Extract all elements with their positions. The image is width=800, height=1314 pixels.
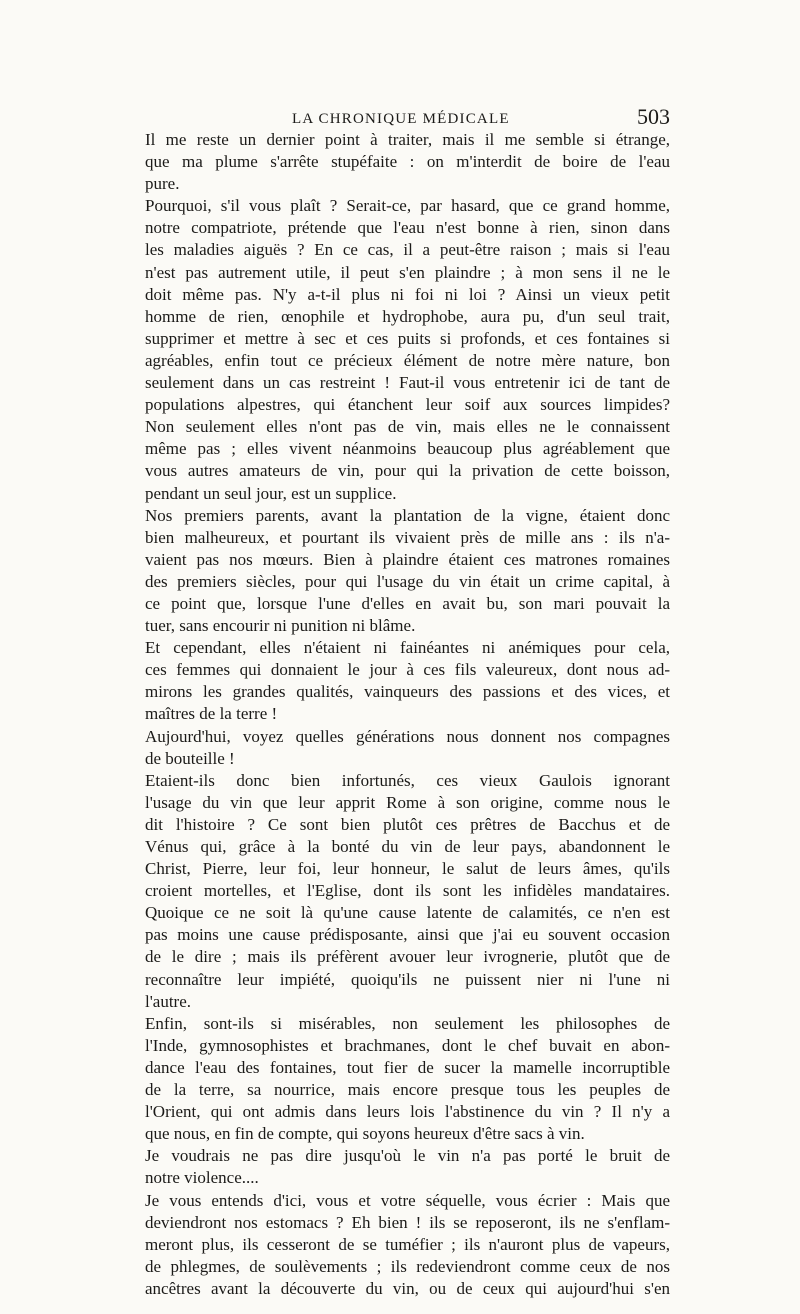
text-line: tuer, sans encourir ni punition ni blâme.: [145, 616, 416, 636]
text-line: l'usage du vin que leur apprit Rome à son origine, comme nous le: [145, 792, 670, 812]
text-line: l'Orient, qui ont admis dans leurs lois l'abstinence du vin ? Il n'y a: [145, 1102, 670, 1122]
text-line: dance l'eau des fontaines, tout fier de sucer la mamelle incorruptible: [145, 1057, 670, 1077]
text-line: ancêtres avant la découverte du vin, ou de ceux qui aujourd'hui s'en: [145, 1278, 670, 1298]
text-line: Vénus qui, grâce à la bonté du vin de leur pays, abandonnent le: [145, 837, 670, 856]
text-line: Enfin, sont-ils si misérables, non seulement les philosophes de: [145, 1013, 670, 1033]
text-line: seulement dans un cas restreint ! Faut-il vous entretenir ici de tant de: [145, 373, 670, 393]
text-line: bien malheureux, et pourtant ils vivaient près de mille ans : ils n'a-: [145, 527, 670, 547]
text-line: croient mortelles, et l'Eglise, dont ils sont les infidèles mandataires.: [145, 881, 670, 901]
text-line: Christ, Pierre, leur foi, leur honneur, le salut de leurs âmes, qu'ils: [145, 859, 670, 879]
text-line: que ma plume s'arrête stupéfaite : on m'interdit de boire de l'eau: [145, 152, 670, 172]
text-line: Pourquoi, s'il vous plaît ? Serait-ce, par hasard, que ce grand homme,: [145, 196, 670, 216]
text-line: l'autre.: [145, 991, 192, 1011]
text-line: vaient pas nos mœurs. Bien à plaindre étaient ces matrones romaines: [145, 549, 670, 569]
text-line: de la terre, sa nourrice, mais encore presque tous les peuples de: [145, 1080, 670, 1100]
text-line: supprimer et mettre à sec et ces puits si profonds, et ces fontaines si: [145, 328, 670, 348]
text-line: Quoique ce ne soit là qu'une cause latente de calamités, ce n'en est: [145, 903, 670, 923]
text-line: Aujourd'hui, voyez quelles générations nous donnent nos compagnes: [145, 726, 670, 746]
text-line: deviendront nos estomacs ? Eh bien ! ils se reposeront, ils ne s'enflam-: [145, 1212, 670, 1232]
text-line: de le dire ; mais ils préfèrent avouer leur ivrognerie, plutôt que de: [145, 947, 670, 967]
text-line: Il me reste un dernier point à traiter, mais il me semble si étrange,: [145, 130, 670, 149]
text-line: Nos premiers parents, avant la plantation de la vigne, étaient donc: [145, 505, 670, 525]
text-line: de bouteille !: [145, 748, 235, 768]
text-line: homme de rien, œnophile et hydrophobe, aura pu, d'un seul trait,: [145, 306, 670, 326]
text-line: n'est pas autrement utile, il peut s'en plaindre ; à mon sens il ne le: [145, 262, 670, 282]
text-line: l'Inde, gymnosophistes et brachmanes, dont le chef buvait en abon-: [145, 1035, 670, 1055]
text-line: populations alpestres, qui étanchent leur soif aux sources limpides?: [145, 395, 670, 415]
text-line: notre violence....: [145, 1168, 259, 1188]
text-line: même pas ; elles vivent néanmoins beaucoup plus agréablement que: [145, 439, 670, 459]
text-line: maîtres de la terre !: [145, 704, 278, 724]
text-line: reconnaître leur impiété, quoiqu'ils ne puissent nier ni l'une ni: [145, 969, 670, 989]
text-line: de phlegmes, de soulèvements ; ils redeviendront comme ceux de nos: [145, 1256, 670, 1276]
text-line: ces femmes qui donnaient le jour à ces fils valeureux, dont nous ad-: [145, 660, 670, 680]
text-line: pure.: [145, 174, 180, 194]
text-line: pas moins une cause prédisposante, ainsi que j'ai eu souvent occasion: [145, 925, 670, 945]
text-line: vous autres amateurs de vin, pour qui la privation de cette boisson,: [145, 461, 670, 481]
text-line: ce point que, lorsque l'une d'elles en avait bu, son mari pouvait la: [145, 593, 670, 613]
text-line: pendant un seul jour, est un supplice.: [145, 483, 397, 503]
text-line: agréables, enfin tout ce précieux élément de notre mère nature, bon: [145, 350, 670, 370]
text-line: notre compatriote, prétende que l'eau n'est bonne à rien, sinon dans: [145, 218, 670, 238]
text-line: les maladies aiguës ? En ce cas, il a peut-être raison ; mais si l'eau: [145, 240, 670, 260]
text-line: meront plus, ils cesseront de se tuméfier ; ils n'auront plus de vapeurs,: [145, 1234, 670, 1254]
text-line: Non seulement elles n'ont pas de vin, mais elles ne le connaissent: [145, 417, 670, 437]
text-line: des premiers siècles, pour qui l'usage du vin était un crime capital, à: [145, 571, 670, 591]
text-line: mirons les grandes qualités, vainqueurs des passions et des vices, et: [145, 682, 670, 702]
page-number: 503: [637, 104, 670, 129]
text-line: doit même pas. N'y a-t-il plus ni foi ni loi ? Ainsi un vieux petit: [145, 284, 670, 304]
text-line: dit l'histoire ? Ce sont bien plutôt ces prêtres de Bacchus et de: [145, 814, 670, 834]
text-line: Etaient-ils donc bien infortunés, ces vieux Gaulois ignorant: [145, 770, 670, 790]
text-line: Je voudrais ne pas dire jusqu'où le vin n'a pas porté le bruit de: [145, 1146, 670, 1166]
text-line: Je vous entends d'ici, vous et votre séquelle, vous écrier : Mais que: [145, 1190, 670, 1210]
running-title: LA CHRONIQUE MÉDICALE: [292, 111, 510, 127]
text-line: Et cependant, elles n'étaient ni fainéantes ni anémiques pour cela,: [145, 638, 670, 658]
text-line: que nous, en fin de compte, qui soyons heureux d'être sacs à vin.: [145, 1124, 585, 1144]
body-text: [145, 129, 670, 1300]
